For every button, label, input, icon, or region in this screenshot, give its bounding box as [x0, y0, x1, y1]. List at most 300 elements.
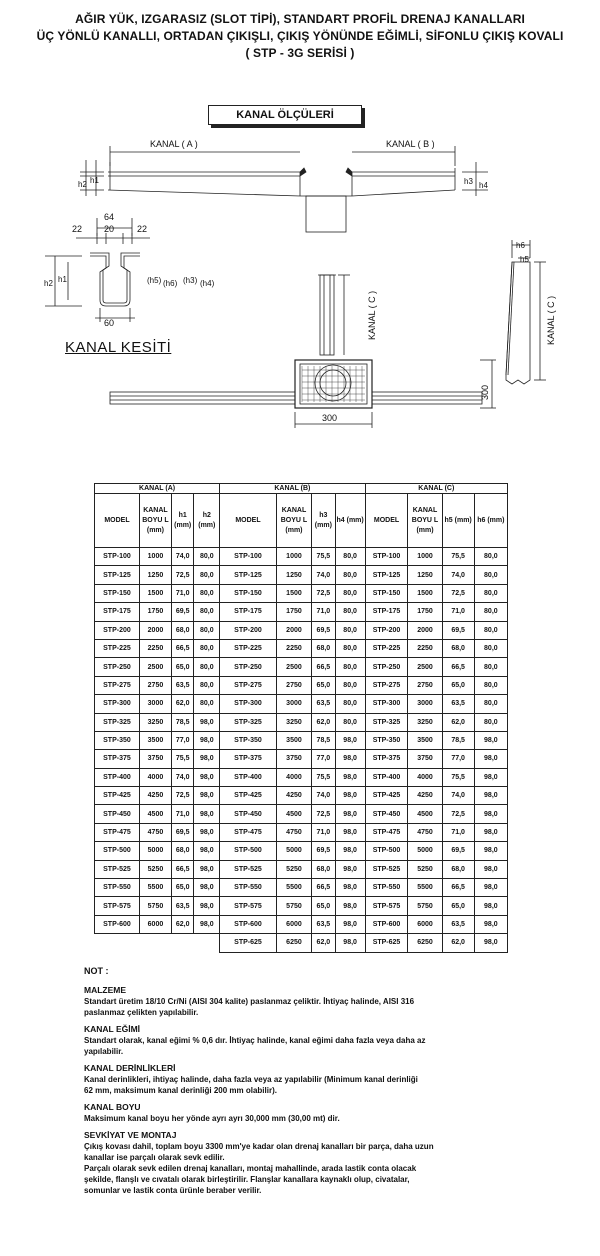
table-cell: 2250	[139, 639, 171, 657]
table-cell: STP-225	[95, 639, 140, 657]
table-cell: STP-500	[95, 842, 140, 860]
page-title-line2: ÜÇ YÖNLÜ KANALLI, ORTADAN ÇIKIŞLI, ÇIKIŞ YÖNÜNDE EĞİMLİ, SİFONLU ÇIKIŞ KOVALI	[36, 29, 564, 43]
table-cell: STP-325	[365, 713, 408, 731]
label-kanal-c-plan: KANAL ( C )	[367, 290, 377, 340]
table-cell: 98,0	[474, 731, 507, 749]
table-cell: 80,0	[474, 566, 507, 584]
table-cell: 74,0	[312, 566, 336, 584]
table-cell: 3000	[139, 695, 171, 713]
table-cell: 3250	[276, 713, 311, 731]
table-cell: STP-550	[220, 879, 277, 897]
table-cell: 1750	[139, 603, 171, 621]
table-cell: 5750	[276, 897, 311, 915]
note-line: Çıkış kovası dahil, toplam boyu 3300 mm'ye kadar olan drenaj kanalları bir parça, daha uzun	[84, 1142, 434, 1151]
table-cell: 65,0	[442, 676, 474, 694]
table-cell: 80,0	[194, 548, 220, 566]
table-cell: 5500	[276, 879, 311, 897]
table-cell: 98,0	[335, 897, 365, 915]
table-cell: 2500	[139, 658, 171, 676]
table-cell: 63,5	[171, 676, 193, 694]
table-cell: 4250	[276, 787, 311, 805]
dim-300-horizontal: 300	[322, 413, 338, 423]
table-cell: 6250	[276, 934, 311, 952]
table-cell: 66,5	[312, 658, 336, 676]
table-cell: 66,5	[171, 860, 193, 878]
table-cell: 4000	[408, 768, 442, 786]
table-cell: 98,0	[335, 860, 365, 878]
label-p-h3: (h3)	[183, 276, 198, 285]
label-h1-left: h1	[90, 176, 99, 185]
dim-60: 60	[104, 318, 115, 328]
table-cell: 4750	[139, 823, 171, 841]
table-cell: 72,5	[442, 584, 474, 602]
table-cell: 2750	[276, 676, 311, 694]
table-cell: 3000	[276, 695, 311, 713]
table-cell: 4500	[408, 805, 442, 823]
table-cell: STP-600	[365, 915, 408, 933]
table-cell: STP-250	[95, 658, 140, 676]
table-cell: STP-200	[220, 621, 277, 639]
table-cell: 2750	[139, 676, 171, 694]
table-row	[95, 787, 508, 805]
table-cell: 98,0	[474, 787, 507, 805]
table-cell: STP-100	[95, 548, 140, 566]
table-cell: 98,0	[474, 934, 507, 952]
table-cell: 98,0	[335, 915, 365, 933]
table-cell: STP-150	[95, 584, 140, 602]
table-cell: STP-175	[365, 603, 408, 621]
table-cell: 62,0	[171, 915, 193, 933]
table-cell: 80,0	[335, 658, 365, 676]
table-cell: STP-425	[365, 787, 408, 805]
note-line: paslanmaz çelikten yapılabilir.	[84, 1008, 199, 1017]
table-cell: STP-500	[220, 842, 277, 860]
table-cell: STP-425	[220, 787, 277, 805]
table-cell-empty	[95, 934, 140, 952]
table-cell: 80,0	[335, 713, 365, 731]
note-line: yapılabilir.	[84, 1047, 124, 1056]
table-cell: 5250	[139, 860, 171, 878]
table-cell: 3500	[139, 731, 171, 749]
label-h2-section: h2	[44, 279, 53, 288]
table-cell: STP-550	[95, 879, 140, 897]
table-cell: STP-175	[95, 603, 140, 621]
note-line: 62 mm, maksimum kanal derinliği 200 mm olabilir).	[84, 1086, 277, 1095]
table-cell: 1250	[408, 566, 442, 584]
table-cell: 78,5	[442, 731, 474, 749]
table-cell: STP-125	[220, 566, 277, 584]
note-line: somunlar ve lastik conta ürünle beraber verilir.	[84, 1186, 262, 1195]
table-cell: STP-625	[365, 934, 408, 952]
table-cell: STP-125	[95, 566, 140, 584]
label-p-h6: (h6)	[163, 279, 178, 288]
table-cell: 80,0	[335, 566, 365, 584]
table-cell: 80,0	[474, 603, 507, 621]
table-cell: 5000	[139, 842, 171, 860]
table-cell: 1000	[139, 548, 171, 566]
table-row	[95, 879, 508, 897]
table-cell: 63,5	[442, 695, 474, 713]
table-cell: 5500	[408, 879, 442, 897]
table-cell: STP-350	[220, 731, 277, 749]
table-row	[95, 676, 508, 694]
note-heading: KANAL DERİNLİKLERİ	[84, 1063, 176, 1073]
table-cell: 98,0	[474, 750, 507, 768]
table-cell: 74,0	[442, 566, 474, 584]
table-cell: 65,0	[171, 879, 193, 897]
table-cell: 66,5	[171, 639, 193, 657]
table-cell: 62,0	[442, 934, 474, 952]
table-cell: 80,0	[335, 584, 365, 602]
table-cell: 68,0	[171, 621, 193, 639]
table-cell: 98,0	[335, 787, 365, 805]
label-p-h4: (h4)	[200, 279, 215, 288]
table-cell: 69,5	[312, 621, 336, 639]
table-cell: STP-350	[365, 731, 408, 749]
table-row-last	[95, 934, 508, 952]
table-cell: 4500	[276, 805, 311, 823]
table-cell: STP-325	[95, 713, 140, 731]
table-cell: STP-150	[220, 584, 277, 602]
table-cell: 80,0	[194, 584, 220, 602]
note-line: Maksimum kanal boyu her yönde ayrı ayrı 30,000 mm (30,00 mt) dir.	[84, 1114, 340, 1123]
group-kanal-b: KANAL (B)	[220, 484, 365, 494]
table-cell: 69,5	[442, 621, 474, 639]
table-cell: STP-250	[365, 658, 408, 676]
table-cell: 98,0	[335, 879, 365, 897]
note-line: kanallar ise parçalı olarak sevk edilir.	[84, 1153, 225, 1162]
table-cell: STP-600	[95, 915, 140, 933]
table-cell: 2250	[408, 639, 442, 657]
table-cell: 66,5	[442, 658, 474, 676]
label-kanal-b: KANAL ( B )	[386, 139, 435, 149]
table-cell: 71,0	[312, 603, 336, 621]
header-boy-b: KANAL BOYU L (mm)	[276, 494, 311, 548]
table-cell-empty	[194, 934, 220, 952]
table-cell: 3750	[408, 750, 442, 768]
table-cell: 1250	[276, 566, 311, 584]
group-kanal-a: KANAL (A)	[95, 484, 220, 494]
table-cell: 80,0	[474, 713, 507, 731]
note-heading: MALZEME	[84, 985, 127, 995]
table-cell: STP-575	[220, 897, 277, 915]
table-row	[95, 603, 508, 621]
table-cell: STP-375	[95, 750, 140, 768]
label-kanal-a: KANAL ( A )	[150, 139, 198, 149]
page-title-line1: AĞIR YÜK, IZGARASIZ (SLOT TİPİ), STANDART PROFİL DRENAJ KANALLARI	[75, 12, 525, 26]
table-cell: 5500	[139, 879, 171, 897]
table-cell: 2000	[139, 621, 171, 639]
table-cell: 3500	[276, 731, 311, 749]
table-cell: 4750	[276, 823, 311, 841]
note-heading: SEVKİYAT VE MONTAJ	[84, 1130, 177, 1140]
table-cell: 66,5	[442, 879, 474, 897]
table-cell: STP-525	[365, 860, 408, 878]
table-cell: STP-450	[95, 805, 140, 823]
table-row	[95, 750, 508, 768]
table-cell: 65,0	[442, 897, 474, 915]
table-cell: 65,0	[312, 676, 336, 694]
table-cell: 80,0	[194, 695, 220, 713]
table-cell: 4500	[139, 805, 171, 823]
table-cell: 98,0	[194, 823, 220, 841]
table-cell: 80,0	[474, 548, 507, 566]
table-cell: STP-300	[365, 695, 408, 713]
table-cell: 65,0	[171, 658, 193, 676]
header-h6: h6 (mm)	[474, 494, 507, 548]
notes-block	[84, 985, 514, 1196]
table-cell: 98,0	[474, 768, 507, 786]
table-cell: STP-400	[365, 768, 408, 786]
table-cell: 1750	[408, 603, 442, 621]
table-cell: 1500	[139, 584, 171, 602]
table-cell: 72,5	[171, 566, 193, 584]
table-cell: STP-275	[365, 676, 408, 694]
table-cell: STP-275	[95, 676, 140, 694]
kanal-kesiti-title: KANAL KESİTİ	[65, 339, 172, 356]
table-cell: STP-225	[220, 639, 277, 657]
header-h4: h4 (mm)	[335, 494, 365, 548]
table-cell: 68,0	[442, 639, 474, 657]
table-cell: 75,5	[442, 768, 474, 786]
table-cell: STP-525	[95, 860, 140, 878]
table-cell: 98,0	[335, 805, 365, 823]
table-cell: 98,0	[335, 934, 365, 952]
table-cell: 98,0	[194, 768, 220, 786]
table-row	[95, 860, 508, 878]
dim-22-left: 22	[72, 224, 83, 234]
table-cell: 1500	[276, 584, 311, 602]
table-cell: 68,0	[312, 639, 336, 657]
header-model-a: MODEL	[95, 494, 140, 548]
table-cell: 98,0	[194, 805, 220, 823]
table-cell: STP-400	[95, 768, 140, 786]
table-row	[95, 639, 508, 657]
table-cell: 75,5	[171, 750, 193, 768]
table-cell: 2250	[276, 639, 311, 657]
table-cell: 98,0	[474, 805, 507, 823]
table-cell: STP-475	[365, 823, 408, 841]
table-cell: 63,5	[442, 915, 474, 933]
table-cell: 4250	[139, 787, 171, 805]
table-cell: STP-575	[95, 897, 140, 915]
table-cell: 80,0	[194, 639, 220, 657]
table-row	[95, 768, 508, 786]
table-cell: 5250	[408, 860, 442, 878]
table-cell: 4000	[139, 768, 171, 786]
table-cell: 80,0	[335, 548, 365, 566]
table-cell: STP-125	[365, 566, 408, 584]
table-cell: 77,0	[171, 731, 193, 749]
header-model-b: MODEL	[220, 494, 277, 548]
table-cell: STP-225	[365, 639, 408, 657]
table-cell: STP-525	[220, 860, 277, 878]
table-cell: STP-550	[365, 879, 408, 897]
table-cell: 98,0	[335, 750, 365, 768]
table-cell: 80,0	[194, 603, 220, 621]
table-cell: 80,0	[474, 584, 507, 602]
table-cell: 6250	[408, 934, 442, 952]
table-cell: 3500	[408, 731, 442, 749]
table-cell: STP-375	[365, 750, 408, 768]
table-cell: STP-500	[365, 842, 408, 860]
dim-300-vertical: 300	[480, 384, 490, 400]
spec-table	[94, 483, 508, 953]
table-cell: 98,0	[194, 842, 220, 860]
table-cell: STP-475	[220, 823, 277, 841]
table-cell: 98,0	[474, 897, 507, 915]
table-cell: 62,0	[312, 713, 336, 731]
table-cell: STP-575	[365, 897, 408, 915]
table-row	[95, 805, 508, 823]
table-cell: 98,0	[194, 731, 220, 749]
label-h6-side: h6	[516, 241, 525, 250]
table-cell: 72,5	[312, 805, 336, 823]
table-cell: 4750	[408, 823, 442, 841]
table-cell: 75,5	[312, 548, 336, 566]
label-h2-left: h2	[78, 180, 87, 189]
label-p-h5: (h5)	[147, 276, 162, 285]
table-cell: 1250	[139, 566, 171, 584]
note-line: Standart üretim 18/10 Cr/Ni (AISI 304 kalite) paslanmaz çeliktir. İhtiyaç halinde, AISI 316	[84, 997, 415, 1006]
table-cell: STP-475	[95, 823, 140, 841]
table-cell: 1500	[408, 584, 442, 602]
table-cell: STP-350	[95, 731, 140, 749]
table-cell: 98,0	[194, 915, 220, 933]
table-cell: 75,5	[312, 768, 336, 786]
table-cell: STP-200	[365, 621, 408, 639]
header-h2: h2 (mm)	[194, 494, 220, 548]
table-cell: 3750	[139, 750, 171, 768]
table-cell: 6000	[139, 915, 171, 933]
table-cell: 98,0	[474, 842, 507, 860]
table-cell: 6000	[408, 915, 442, 933]
header-model-c: MODEL	[365, 494, 408, 548]
table-cell: 6000	[276, 915, 311, 933]
table-row	[95, 731, 508, 749]
table-cell: 2000	[408, 621, 442, 639]
table-cell: 98,0	[335, 823, 365, 841]
table-cell: 63,5	[171, 897, 193, 915]
table-cell: STP-200	[95, 621, 140, 639]
table-cell: 3250	[139, 713, 171, 731]
table-cell: 62,0	[312, 934, 336, 952]
table-cell: 98,0	[194, 897, 220, 915]
table-cell: STP-100	[220, 548, 277, 566]
header-h1: h1 (mm)	[171, 494, 193, 548]
table-cell: 65,0	[312, 897, 336, 915]
table-cell: 71,0	[312, 823, 336, 841]
table-cell: 66,5	[312, 879, 336, 897]
table-cell: 98,0	[474, 860, 507, 878]
note-line: Parçalı olarak sevk edilen drenaj kanalları, montaj mahallinde, arada lastik conta olacak	[84, 1164, 417, 1173]
table-row	[95, 695, 508, 713]
section-title-kanal-olculeri: KANAL ÖLÇÜLERİ	[208, 105, 362, 125]
table-row	[95, 842, 508, 860]
table-cell: STP-400	[220, 768, 277, 786]
table-cell: 69,5	[171, 603, 193, 621]
note-line: şekilde, flanşlı ve cıvatalı olarak birleştirilir. Flanşlar kanallara kaynaklı olup, civatalar,	[84, 1175, 410, 1184]
table-cell: 4000	[276, 768, 311, 786]
table-cell: 68,0	[312, 860, 336, 878]
table-cell: 2500	[276, 658, 311, 676]
table-row	[95, 566, 508, 584]
table-cell: STP-300	[220, 695, 277, 713]
table-cell: 75,5	[442, 548, 474, 566]
label-kanal-c-side: KANAL ( C )	[546, 295, 556, 345]
table-cell: STP-425	[95, 787, 140, 805]
table-cell: 80,0	[335, 639, 365, 657]
dim-22-right: 22	[137, 224, 148, 234]
table-row	[95, 915, 508, 933]
table-cell: STP-375	[220, 750, 277, 768]
table-cell: 80,0	[335, 676, 365, 694]
table-cell: 71,0	[171, 584, 193, 602]
table-cell-empty	[139, 934, 171, 952]
table-cell: 80,0	[474, 639, 507, 657]
table-cell: 62,0	[171, 695, 193, 713]
table-cell: 62,0	[442, 713, 474, 731]
table-cell: STP-625	[220, 934, 277, 952]
table-cell: 80,0	[335, 695, 365, 713]
table-cell: 78,5	[171, 713, 193, 731]
table-cell: 74,0	[171, 768, 193, 786]
table-cell: 1000	[408, 548, 442, 566]
spec-table-body	[95, 548, 508, 953]
header-h3: h3 (mm)	[312, 494, 336, 548]
table-cell: 71,0	[442, 823, 474, 841]
table-cell: 71,0	[442, 603, 474, 621]
table-cell: 80,0	[335, 603, 365, 621]
table-cell: STP-250	[220, 658, 277, 676]
label-h4-right: h4	[479, 181, 488, 190]
table-cell: 80,0	[335, 621, 365, 639]
note-heading: KANAL EĞİMİ	[84, 1024, 141, 1034]
dim-64: 64	[104, 212, 115, 222]
table-row	[95, 621, 508, 639]
table-cell: 3750	[276, 750, 311, 768]
table-cell: 68,0	[442, 860, 474, 878]
note-line: Standart olarak, kanal eğimi % 0,6 dır. İhtiyaç halinde, kanal eğimi daha fazla veya daha az	[84, 1036, 426, 1045]
page-title-series: ( STP - 3G SERİSİ )	[245, 46, 355, 60]
label-h5-side: h5	[520, 255, 529, 264]
table-cell: 80,0	[194, 658, 220, 676]
table-cell: 5000	[276, 842, 311, 860]
note-heading: KANAL BOYU	[84, 1102, 141, 1112]
table-cell: STP-450	[220, 805, 277, 823]
table-cell: 72,5	[171, 787, 193, 805]
table-cell: 5750	[139, 897, 171, 915]
table-cell: 72,5	[442, 805, 474, 823]
table-row	[95, 823, 508, 841]
table-cell: STP-300	[95, 695, 140, 713]
table-cell: 80,0	[194, 621, 220, 639]
table-cell: 5000	[408, 842, 442, 860]
table-cell: 63,5	[312, 695, 336, 713]
notes-label: NOT :	[84, 966, 109, 976]
table-cell: 63,5	[312, 915, 336, 933]
table-cell: 2500	[408, 658, 442, 676]
table-cell: 77,0	[442, 750, 474, 768]
table-cell: 80,0	[474, 676, 507, 694]
table-cell: 98,0	[474, 879, 507, 897]
table-cell: 80,0	[474, 658, 507, 676]
table-cell: 78,5	[312, 731, 336, 749]
table-cell: 74,0	[171, 548, 193, 566]
table-row	[95, 584, 508, 602]
table-cell: 98,0	[335, 731, 365, 749]
table-cell: 80,0	[474, 621, 507, 639]
